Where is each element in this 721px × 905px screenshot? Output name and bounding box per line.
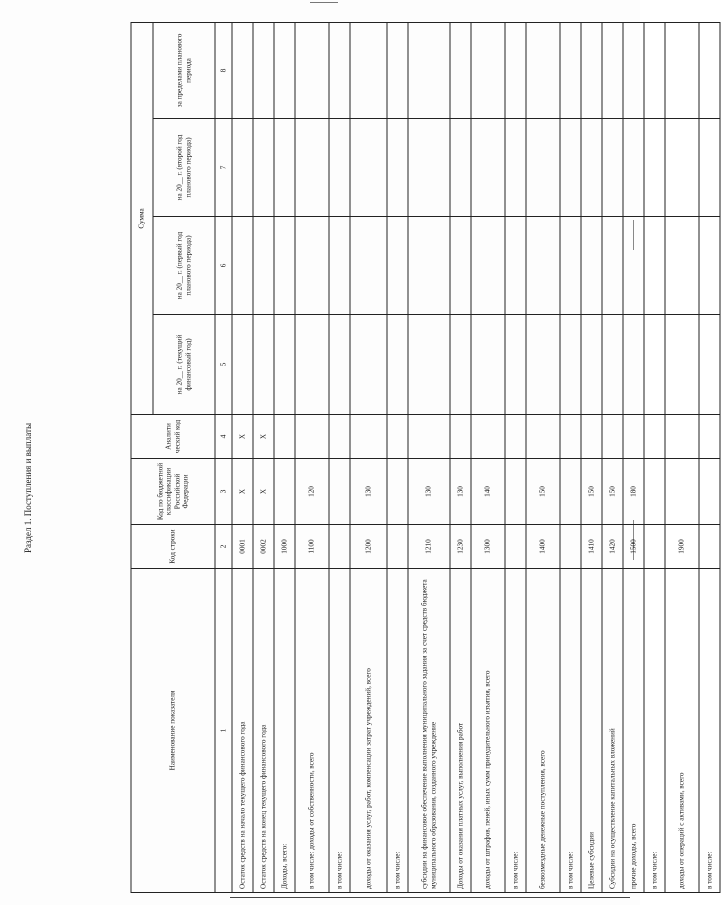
- row-name: в том числе:: [387, 569, 408, 893]
- row-sum-cell: [471, 119, 505, 217]
- row-analytic-code: [350, 415, 387, 459]
- row-budget-code: 150: [581, 459, 602, 525]
- row-sum-cell: [526, 217, 560, 315]
- table-row: [526, 22, 560, 892]
- row-sum-cell: [560, 22, 581, 118]
- column-index: 6: [215, 217, 232, 315]
- table-row: [644, 22, 665, 892]
- row-sum-cell: [295, 22, 329, 118]
- column-index: 5: [215, 315, 232, 415]
- row-analytic-code: [387, 415, 408, 459]
- row-sum-cell: [526, 315, 560, 415]
- row-code: [560, 525, 581, 569]
- row-sum-cell: [253, 217, 274, 315]
- row-sum-cell: [665, 217, 699, 315]
- table-row: [471, 22, 505, 892]
- row-sum-cell: [699, 22, 720, 118]
- row-sum-cell: [274, 119, 295, 217]
- row-sum-cell: [623, 22, 644, 118]
- row-code: 1410: [581, 525, 602, 569]
- row-budget-code: [329, 459, 350, 525]
- row-name: доходы от операций с активами, всего: [665, 569, 699, 893]
- row-name: в том числе:: [560, 569, 581, 893]
- row-analytic-code: [471, 415, 505, 459]
- table-row: [253, 22, 274, 892]
- row-code: 1900: [665, 525, 699, 569]
- row-sum-cell: [387, 119, 408, 217]
- row-name: в том числе:: [505, 569, 526, 893]
- row-name: в том числе: доходы от собственности, всего: [295, 569, 329, 893]
- header-beyond: за пределами планового периода: [153, 22, 215, 118]
- row-analytic-code: [274, 415, 295, 459]
- row-budget-code: 180: [623, 459, 644, 525]
- row-name: Доходы от оказания платных услуг, выполнения работ: [450, 569, 471, 893]
- row-budget-code: [274, 459, 295, 525]
- row-budget-code: 120: [295, 459, 329, 525]
- column-index: 8: [215, 22, 232, 118]
- row-sum-cell: [408, 119, 450, 217]
- table-row: [623, 22, 644, 892]
- row-analytic-code: [560, 415, 581, 459]
- row-sum-cell: [699, 217, 720, 315]
- row-name: Целевые субсидии: [581, 569, 602, 893]
- row-analytic-code: X: [232, 415, 253, 459]
- row-name: субсидии на финансовое обеспечение выполнения муниципального задания за счет средств бюджета муниципального образования, созданного учреждение: [408, 569, 450, 893]
- table-row: [450, 22, 471, 892]
- row-analytic-code: [450, 415, 471, 459]
- row-budget-code: X: [253, 459, 274, 525]
- column-index: 3: [215, 459, 232, 525]
- table-row: [665, 22, 699, 892]
- row-sum-cell: [623, 119, 644, 217]
- row-analytic-code: [623, 415, 644, 459]
- header-year-first: на 20__ г. (первый год планового периода): [153, 217, 215, 315]
- row-sum-cell: [471, 22, 505, 118]
- row-sum-cell: [644, 22, 665, 118]
- header-sum-group: Сумма: [131, 22, 153, 414]
- row-sum-cell: [505, 119, 526, 217]
- row-analytic-code: [408, 415, 450, 459]
- table-row: [274, 22, 295, 892]
- row-code: [329, 525, 350, 569]
- row-sum-cell: [665, 119, 699, 217]
- row-sum-cell: [699, 315, 720, 415]
- row-sum-cell: [295, 119, 329, 217]
- column-index: 4: [215, 415, 232, 459]
- row-code: [505, 525, 526, 569]
- row-sum-cell: [560, 217, 581, 315]
- row-budget-code: 130: [350, 459, 387, 525]
- row-code: 0002: [253, 525, 274, 569]
- row-sum-cell: [644, 217, 665, 315]
- table-container: [131, 23, 714, 893]
- row-sum-cell: [665, 315, 699, 415]
- row-sum-cell: [560, 315, 581, 415]
- row-sum-cell: [526, 22, 560, 118]
- row-sum-cell: [602, 315, 623, 415]
- table-row: [560, 22, 581, 892]
- header-budget-code: Код по бюджетной классификации Российской Федерации: [131, 459, 215, 525]
- row-sum-cell: [505, 217, 526, 315]
- row-sum-cell: [387, 217, 408, 315]
- row-name: в том числе:: [644, 569, 665, 893]
- table-row: [387, 22, 408, 892]
- row-sum-cell: [623, 315, 644, 415]
- row-sum-cell: [471, 217, 505, 315]
- row-sum-cell: [408, 217, 450, 315]
- row-code: 1300: [471, 525, 505, 569]
- row-code: [699, 525, 720, 569]
- row-budget-code: [387, 459, 408, 525]
- row-sum-cell: [644, 119, 665, 217]
- row-sum-cell: [350, 217, 387, 315]
- header-analytic-code: Аналити ческий код: [131, 415, 215, 459]
- row-code: 1230: [450, 525, 471, 569]
- row-sum-cell: [505, 315, 526, 415]
- row-code: 1420: [602, 525, 623, 569]
- table-row: [408, 22, 450, 892]
- row-analytic-code: [644, 415, 665, 459]
- scan-top-mark: [310, 2, 338, 3]
- row-sum-cell: [665, 22, 699, 118]
- row-analytic-code: X: [253, 415, 274, 459]
- row-code: 0001: [232, 525, 253, 569]
- row-sum-cell: [602, 22, 623, 118]
- row-code: 1000: [274, 525, 295, 569]
- table-row: [699, 22, 720, 892]
- row-sum-cell: [387, 22, 408, 118]
- row-analytic-code: [581, 415, 602, 459]
- row-sum-cell: [526, 119, 560, 217]
- row-name: доходы от штрафов, пеней, иных сумм принудительного изъятия, всего: [471, 569, 505, 893]
- row-code: 1210: [408, 525, 450, 569]
- row-sum-cell: [602, 217, 623, 315]
- row-code: 1200: [350, 525, 387, 569]
- row-sum-cell: [350, 22, 387, 118]
- row-analytic-code: [602, 415, 623, 459]
- row-sum-cell: [350, 315, 387, 415]
- row-sum-cell: [505, 22, 526, 118]
- row-sum-cell: [232, 22, 253, 118]
- row-sum-cell: [408, 315, 450, 415]
- row-sum-cell: [450, 22, 471, 118]
- row-sum-cell: [274, 315, 295, 415]
- header-name: Наименование показателя: [131, 569, 215, 893]
- row-budget-code: [560, 459, 581, 525]
- row-sum-cell: [274, 22, 295, 118]
- table-row: [295, 22, 329, 892]
- row-sum-cell: [387, 315, 408, 415]
- row-sum-cell: [471, 315, 505, 415]
- row-sum-cell: [232, 119, 253, 217]
- row-name: прочие доходы, всего: [623, 569, 644, 893]
- section-title: Раздел 1. Поступления и выплаты: [23, 423, 33, 553]
- row-sum-cell: [350, 119, 387, 217]
- row-code: [387, 525, 408, 569]
- header-row-code: Код строки: [131, 525, 215, 569]
- row-name: доходы от оказания услуг, работ, компенсации затрат учреждений, всего: [350, 569, 387, 893]
- table-body: [232, 22, 720, 892]
- row-sum-cell: [602, 119, 623, 217]
- row-sum-cell: [623, 217, 644, 315]
- row-name: Субсидии на осуществление капитальных вложений: [602, 569, 623, 893]
- row-sum-cell: [644, 315, 665, 415]
- column-index: 7: [215, 119, 232, 217]
- table-row: [505, 22, 526, 892]
- row-analytic-code: [329, 415, 350, 459]
- table-row: [350, 22, 387, 892]
- row-code: 1100: [295, 525, 329, 569]
- row-budget-code: [644, 459, 665, 525]
- column-index: 1: [215, 569, 232, 893]
- row-code: [644, 525, 665, 569]
- row-name: в том числе:: [699, 569, 720, 893]
- row-sum-cell: [253, 22, 274, 118]
- row-analytic-code: [505, 415, 526, 459]
- row-sum-cell: [329, 119, 350, 217]
- row-name: Остаток средств на конец текущего финансового года: [253, 569, 274, 893]
- row-code: 1500: [623, 525, 644, 569]
- row-sum-cell: [450, 217, 471, 315]
- row-sum-cell: [329, 217, 350, 315]
- row-budget-code: X: [232, 459, 253, 525]
- header-year-current: на 20__ г. (текущий финансовый год): [153, 315, 215, 415]
- row-budget-code: [665, 459, 699, 525]
- row-name: безвозмездные денежные поступления, всего: [526, 569, 560, 893]
- row-budget-code: [699, 459, 720, 525]
- row-sum-cell: [232, 217, 253, 315]
- row-sum-cell: [408, 22, 450, 118]
- row-sum-cell: [581, 119, 602, 217]
- row-name: Доходы, всего:: [274, 569, 295, 893]
- row-analytic-code: [295, 415, 329, 459]
- row-sum-cell: [581, 315, 602, 415]
- table-row: [581, 22, 602, 892]
- row-analytic-code: [526, 415, 560, 459]
- row-budget-code: [505, 459, 526, 525]
- table-row: [602, 22, 623, 892]
- row-sum-cell: [581, 22, 602, 118]
- row-budget-code: 130: [408, 459, 450, 525]
- row-analytic-code: [699, 415, 720, 459]
- row-sum-cell: [450, 315, 471, 415]
- column-index: 2: [215, 525, 232, 569]
- receipts-payments-table: [131, 22, 721, 893]
- table-row: [329, 22, 350, 892]
- row-sum-cell: [253, 119, 274, 217]
- row-sum-cell: [295, 315, 329, 415]
- row-budget-code: 130: [450, 459, 471, 525]
- row-sum-cell: [560, 119, 581, 217]
- row-name: в том числе:: [329, 569, 350, 893]
- scan-bottom-line: [230, 897, 630, 898]
- row-sum-cell: [581, 217, 602, 315]
- row-sum-cell: [699, 119, 720, 217]
- row-sum-cell: [295, 217, 329, 315]
- row-sum-cell: [329, 315, 350, 415]
- row-sum-cell: [232, 315, 253, 415]
- row-analytic-code: [665, 415, 699, 459]
- row-budget-code: 150: [602, 459, 623, 525]
- row-name: Остаток средств на начало текущего финансового года: [232, 569, 253, 893]
- row-budget-code: 140: [471, 459, 505, 525]
- table-row: [232, 22, 253, 892]
- header-year-second: на 20__ г. (второй год планового периода): [153, 119, 215, 217]
- row-sum-cell: [450, 119, 471, 217]
- row-sum-cell: [329, 22, 350, 118]
- row-sum-cell: [274, 217, 295, 315]
- row-code: 1400: [526, 525, 560, 569]
- row-sum-cell: [253, 315, 274, 415]
- row-budget-code: 150: [526, 459, 560, 525]
